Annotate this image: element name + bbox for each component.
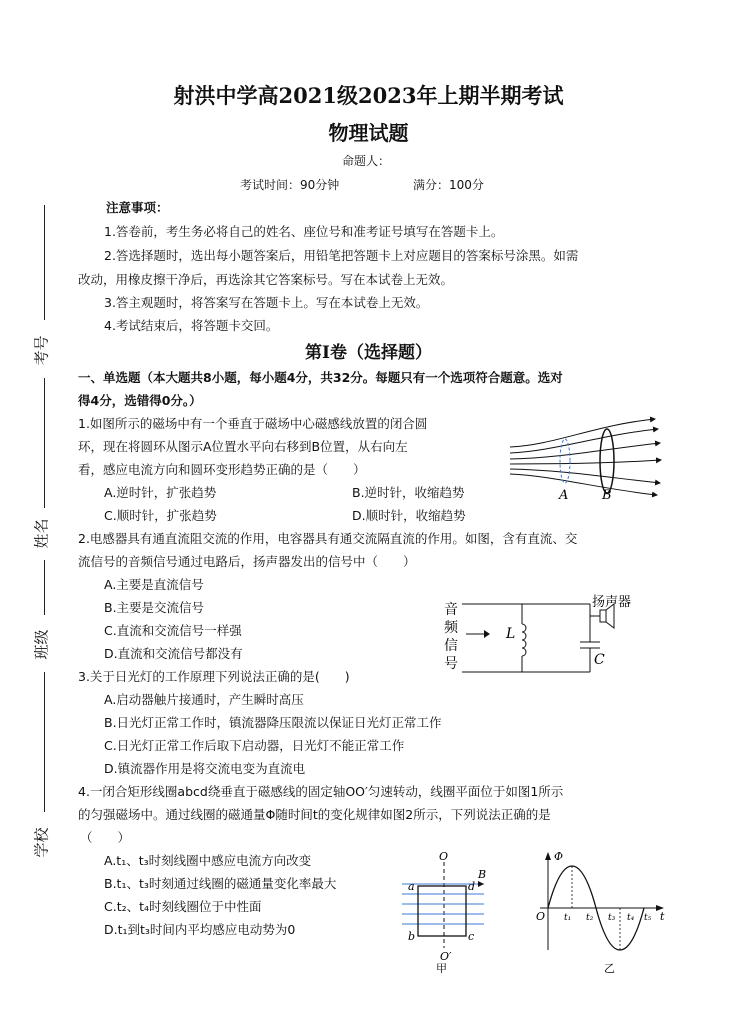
q1-stem: 1.如图所示的磁场中有一个垂直于磁场中心磁感线放置的闭合圆	[78, 416, 428, 431]
label-b: B	[602, 488, 612, 503]
side-label-class: 班级	[32, 629, 51, 660]
ring-b	[600, 429, 614, 493]
binding-line-1	[44, 205, 45, 320]
q3-option-c: C.日光灯正常工作后取下启动器，日光灯不能正常工作	[104, 738, 405, 753]
q1-option-a: A.逆时针，扩张趋势	[104, 485, 217, 500]
binding-line-2	[44, 378, 45, 508]
notice-item: 改动，用橡皮擦干净后，再选涂其它答案标号。写在本试卷上无效。	[78, 272, 454, 287]
notice-item: 3.答主观题时，将答案写在答题卡上。写在本试卷上无效。	[104, 295, 429, 310]
binding-line-4	[44, 672, 45, 812]
exam-time: 考试时间：90分钟	[240, 178, 340, 192]
t-axis-label: t	[660, 910, 665, 923]
corner-d: d	[468, 880, 476, 893]
side-label-school: 学校	[32, 827, 51, 858]
q2-option-c: C.直流和交流信号一样强	[104, 623, 242, 638]
speaker-label: 扬声器	[592, 595, 632, 610]
q4-flux-graph	[534, 846, 674, 978]
q3-option-d: D.镇流器作用是将交流电变为直流电	[104, 761, 306, 776]
q4-option-b: B.t₁、t₃时刻通过线圈的磁通量变化率最大	[104, 876, 337, 891]
corner-a: a	[408, 880, 415, 893]
q2-option-d: D.直流和交流信号都没有	[104, 646, 243, 661]
author-line: 命题人：	[342, 154, 391, 168]
exam-score: 满分：100分	[413, 178, 484, 192]
q2-stem: 流信号的音频信号通过电路后，扬声器发出的信号中（ ）	[78, 554, 416, 569]
q4-coil-figure	[396, 848, 492, 976]
axis-o-bottom: O′	[440, 950, 452, 963]
tick-t3: t₃	[608, 913, 616, 923]
exam-subtitle: 物理试题	[328, 121, 409, 145]
notice-heading: 注意事项：	[106, 200, 169, 215]
label-a: A	[559, 488, 569, 503]
tick-t4: t₄	[627, 913, 635, 923]
q2-option-a: A.主要是直流信号	[104, 577, 204, 592]
q3-option-b: B.日光灯正常工作时，镇流器降压限流以保证日光灯正常工作	[104, 715, 442, 730]
side-label-exam-no: 考号	[32, 335, 51, 366]
q4-option-d: D.t₁到t₃时间内平均感应电动势为0	[104, 922, 296, 937]
source-char-2: 频	[444, 620, 458, 636]
q1-stem: 看，感应电流方向和圆环变形趋势正确的是（ ）	[78, 462, 366, 477]
q1-option-b: B.逆时针，收缩趋势	[352, 485, 465, 500]
q2-option-b: B.主要是交流信号	[104, 600, 205, 615]
origin-label: O	[536, 910, 546, 923]
notice-item: 2.答选择题时，选出每小题答案后，用铅笔把答题卡上对应题目的答案标号涂黑。如需	[104, 248, 579, 263]
q1-option-d: D.顺时针，收缩趋势	[352, 508, 466, 523]
tick-t2: t₂	[586, 913, 594, 923]
corner-c: c	[468, 930, 475, 943]
source-char-3: 信	[444, 638, 458, 654]
fig2-caption: 乙	[604, 962, 615, 975]
part-one-heading: 一、单选题（本大题共8小题，每小题4分，共32分。每题只有一个选项符合题意。选对	[78, 370, 563, 385]
q1-magnetic-field-figure	[505, 415, 665, 503]
fig1-caption: 甲	[436, 962, 447, 975]
corner-b: b	[408, 930, 416, 943]
field-b-label: B	[478, 868, 487, 881]
exam-title: 射洪中学高2021级2023年上期半期考试	[173, 83, 564, 108]
binding-line-3	[44, 560, 45, 615]
phi-label: Φ	[554, 850, 564, 863]
tick-t1: t₁	[564, 913, 572, 923]
q4-stem: 4.一闭合矩形线圈abcd绕垂直于磁感线的固定轴OO′匀速转动，线圈平面位于如图1所示	[78, 784, 564, 799]
inductor-label: L	[506, 626, 516, 642]
tick-t5: t₅	[644, 913, 652, 923]
capacitor-label: C	[594, 652, 605, 668]
section-title: 第Ⅰ卷（选择题）	[305, 343, 432, 363]
source-char-1: 音	[444, 602, 458, 618]
q2-stem: 2.电感器具有通直流阻交流的作用，电容器具有通交流隔直流的作用。如图，含有直流、交	[78, 531, 578, 546]
q2-circuit-figure	[440, 588, 650, 676]
q4-stem: 的匀强磁场中。通过线圈的磁通量Φ随时间t的变化规律如图2所示，下列说法正确的是	[78, 807, 551, 822]
axis-o-top: O	[439, 850, 449, 863]
q4-option-a: A.t₁、t₃时刻线圈中感应电流方向改变	[104, 853, 312, 868]
q4-option-c: C.t₂、t₄时刻线圈位于中性面	[104, 899, 262, 914]
q3-option-a: A.启动器触片接通时，产生瞬时高压	[104, 692, 304, 707]
notice-item: 4.考试结束后，将答题卡交回。	[104, 318, 279, 333]
side-label-name: 姓名	[32, 518, 51, 549]
q3-stem: 3.关于日光灯的工作原理下列说法正确的是( )	[78, 669, 350, 684]
source-char-4: 号	[444, 656, 458, 672]
part-one-heading-cont: 得4分，选错得0分。）	[78, 393, 202, 408]
q1-option-c: C.顺时针，扩张趋势	[104, 508, 217, 523]
q4-stem: （ ）	[80, 830, 131, 845]
notice-item: 1.答卷前，考生务必将自己的姓名、座位号和准考证号填写在答题卡上。	[104, 224, 504, 239]
q1-stem: 环，现在将圆环从图示A位置水平向右移到B位置，从右向左	[78, 439, 408, 454]
